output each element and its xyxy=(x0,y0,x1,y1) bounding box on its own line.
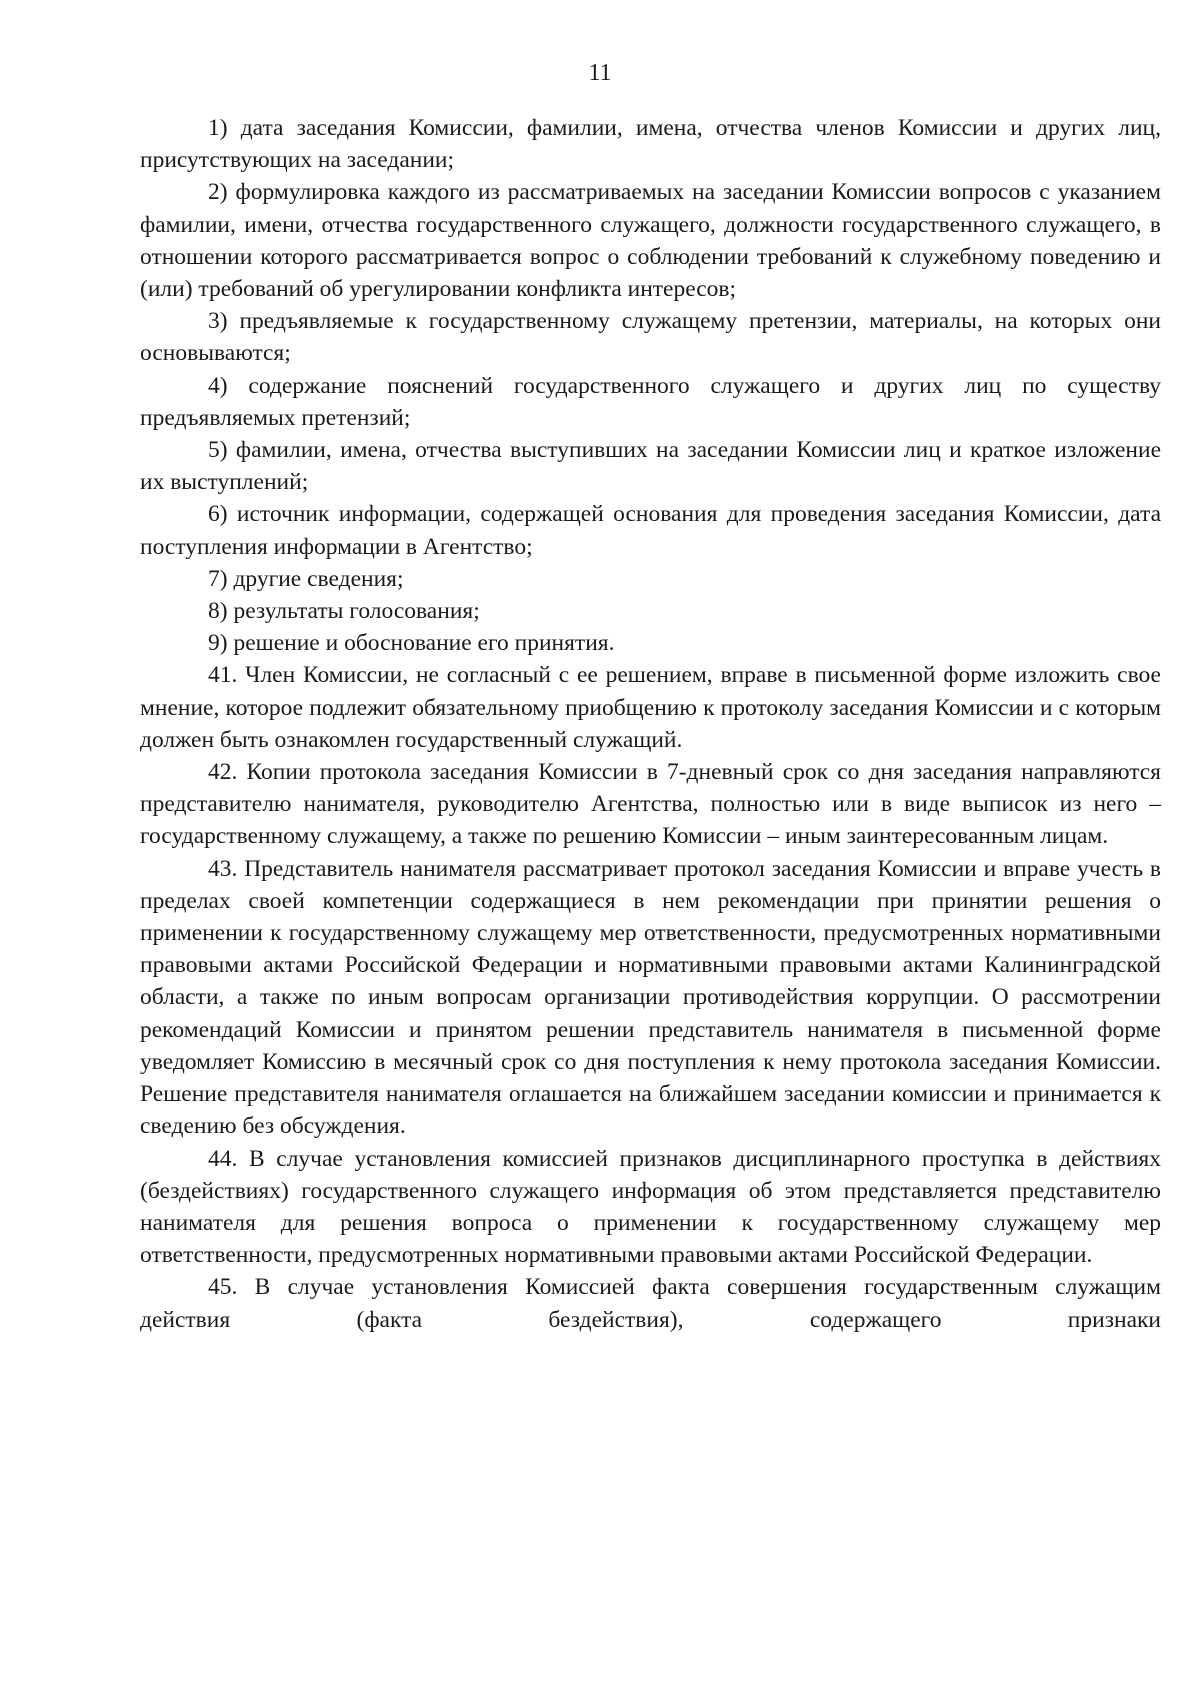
list-item-6: 6) источник информации, содержащей основания для проведения заседания Комиссии, дата поступления информации в Агентство; xyxy=(140,501,1161,560)
page-number: 11 xyxy=(588,60,612,86)
clause-42: 42. Копии протокола заседания Комиссии в 7-дневный срок со дня заседания направляются представителю нанимателя, руководителю Агентства, полностью или в виде выписок из него – государственному служащему, а также по решению Комиссии – иным заинтересованным лицам. xyxy=(140,759,1161,850)
clause-41: 41. Член Комиссии, не согласный с ее решением, вправе в письменной форме изложить свое мнение, которое подлежит обязательному приобщению к протоколу заседания Комиссии и с которым должен быть ознакомлен государственный служащий. xyxy=(140,662,1161,753)
list-item-1: 1) дата заседания Комиссии, фамилии, имена, отчества членов Комиссии и других лиц, присутствующих на заседании; xyxy=(140,115,1161,174)
list-item-4: 4) содержание пояснений государственного служащего и других лиц по существу предъявляемых претензий; xyxy=(140,372,1161,431)
clause-45: 45. В случае установления Комиссией факта совершения государственным служащим действия (факта бездействия), содержащего признаки xyxy=(140,1274,1161,1333)
list-item-2: 2) формулировка каждого из рассматриваемых на заседании Комиссии вопросов с указанием фамилии, имени, отчества государственного служащего, должности государственного служащего, в отношении которого рассматривается вопрос о соблюдении требований к служебному поведению и (или) требований об урегулировании конфликта интересов; xyxy=(140,179,1161,303)
list-item-8: 8) результаты голосования; xyxy=(208,598,480,625)
clause-43: 43. Представитель нанимателя рассматривает протокол заседания Комиссии и вправе учесть в пределах своей компетенции содержащиеся в нем рекомендации при принятии решения о применении к государственному служащему мер ответственности, предусмотренных нормативными правовыми актами Российской Федерации и нормативными правовыми актами Калининградской области, а также по иным вопросам организации противодействия коррупции. О рассмотрении рекомендаций Комиссии и принятом решении представитель нанимателя в письменной форме уведомляет Комиссию в месячный срок со дня поступления к нему протокола заседания Комиссии. Решение представителя нанимателя оглашается на ближайшем заседании комиссии и принимается к сведению без обсуждения. xyxy=(140,855,1161,1140)
list-item-7: 7) другие сведения; xyxy=(208,565,404,592)
list-item-5: 5) фамилии, имена, отчества выступивших на заседании Комиссии лиц и краткое изложение их выступлений; xyxy=(140,437,1161,496)
clause-44: 44. В случае установления комиссией признаков дисциплинарного проступка в действиях (бездействиях) государственного служащего информация об этом представляется представителю нанимателя для решения вопроса о применении к государственному служащему мер ответственности, предусмотренных нормативными правовыми актами Российской Федерации. xyxy=(140,1145,1161,1269)
list-item-3: 3) предъявляемые к государственному служащему претензии, материалы, на которых они основываются; xyxy=(140,308,1161,367)
document-body xyxy=(140,112,1161,1336)
list-item-9: 9) решение и обоснование его принятия. xyxy=(208,630,615,657)
